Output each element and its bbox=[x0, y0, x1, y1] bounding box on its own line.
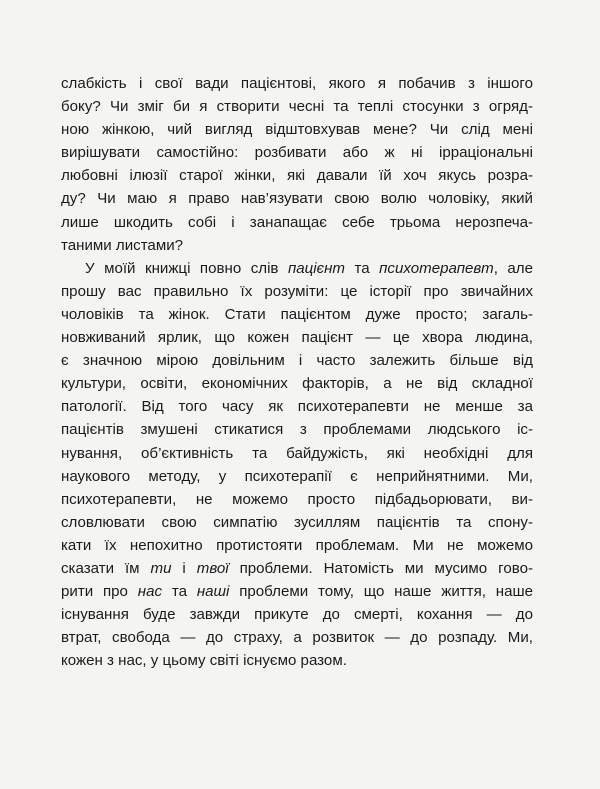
text-run: та bbox=[162, 583, 197, 601]
text-run: пацієнтів змушені стикатися з проблемами людського іс- bbox=[61, 421, 533, 439]
text-run: є значною мірою довільним і часто залежить більше від bbox=[61, 352, 533, 370]
text-line bbox=[61, 534, 533, 557]
text-run: існування буде завжди прикуте до смерті, кохання — до bbox=[61, 606, 533, 624]
text-line bbox=[61, 465, 533, 488]
text-line bbox=[61, 626, 533, 649]
text-run: кожен з нас, у цьому світі існуємо разом. bbox=[61, 652, 347, 670]
text-run: ду? Чи маю я право нав’язувати свою волю чоловіку, який bbox=[61, 190, 533, 208]
text-run: сказати їм bbox=[61, 559, 151, 577]
text-run: вирішувати самостійно: розбивати або ж ні ірраціональні bbox=[61, 144, 533, 162]
text-line bbox=[61, 603, 533, 626]
text-run: прошу вас правильно їх розуміти: це історії про звичайних bbox=[61, 282, 533, 300]
text-line bbox=[61, 141, 533, 164]
text-line bbox=[61, 557, 533, 580]
text-line bbox=[61, 280, 533, 303]
text-line bbox=[61, 349, 533, 372]
text-line bbox=[61, 395, 533, 418]
text-run: лише шкодить собі і занапащає себе трьома нерозпеча- bbox=[61, 213, 533, 231]
italic-term: ти bbox=[150, 559, 172, 577]
text-line bbox=[61, 418, 533, 441]
text-line bbox=[61, 234, 533, 257]
page-body bbox=[61, 72, 533, 672]
text-run: таними листами? bbox=[61, 236, 184, 254]
text-line bbox=[61, 95, 533, 118]
text-line bbox=[61, 164, 533, 187]
italic-term: наші bbox=[196, 583, 230, 601]
text-line bbox=[61, 649, 533, 672]
text-line bbox=[61, 442, 533, 465]
italic-term: нас bbox=[137, 583, 163, 601]
text-run: слабкість і свої вади пацієнтові, якого я побачив з іншого bbox=[61, 75, 533, 92]
italic-term: психотерапевт bbox=[379, 259, 494, 277]
text-line bbox=[61, 303, 533, 326]
text-run: У моїй книжці повно слів bbox=[85, 259, 288, 277]
text-run: ною жінкою, чий вигляд відштовхував мене? Чи слід мені bbox=[61, 121, 533, 139]
paragraph-1 bbox=[61, 72, 533, 257]
text-run: патології. Від того часу як психотерапевти не менше за bbox=[61, 398, 533, 416]
text-line bbox=[61, 187, 533, 210]
text-run: культури, освіти, економічних факторів, а не від складної bbox=[61, 375, 533, 393]
text-run: рити про bbox=[61, 583, 138, 601]
text-line bbox=[61, 372, 533, 395]
text-run: новживаний ярлик, що кожен пацієнт — це хвора людина, bbox=[61, 329, 533, 347]
paragraph-2 bbox=[61, 257, 533, 673]
text-line bbox=[61, 580, 533, 603]
text-run: любовні ілюзії старої жінки, які давали їй хоч якусь розра- bbox=[61, 167, 533, 185]
text-line bbox=[61, 72, 533, 95]
italic-term: пацієнт bbox=[287, 259, 345, 277]
text-run: наукового методу, у психотерапії є неприйнятними. Ми, bbox=[61, 467, 533, 485]
text-run: нування, об’єктивність та байдужість, які необхідні для bbox=[61, 444, 533, 462]
text-line bbox=[61, 257, 533, 280]
text-line bbox=[61, 211, 533, 234]
text-line bbox=[61, 488, 533, 511]
text-run: проблеми. Натомість ми мусимо гово- bbox=[228, 559, 533, 577]
text-line bbox=[61, 118, 533, 141]
text-run: і bbox=[171, 559, 197, 577]
text-run: та bbox=[345, 259, 380, 277]
text-run: втрат, свобода — до страху, а розвиток — до розпаду. Ми, bbox=[61, 629, 533, 647]
text-run: кати їх непохитно протистояти проблемам. Ми не можемо bbox=[61, 536, 533, 554]
text-run: чоловіків та жінок. Стати пацієнтом дуже просто; загаль- bbox=[61, 305, 533, 323]
text-run: проблеми тому, що наше життя, наше bbox=[229, 583, 533, 601]
text-run: психотерапевти, не можемо просто підбадьорювати, ви- bbox=[61, 490, 533, 508]
text-run: словлювати свою симпатію зусиллям пацієнтів та спону- bbox=[61, 513, 533, 531]
text-run: боку? Чи зміг би я створити чесні та теплі стосунки з огряд- bbox=[61, 98, 533, 116]
text-line bbox=[61, 326, 533, 349]
italic-term: твої bbox=[196, 559, 229, 577]
text-line bbox=[61, 511, 533, 534]
text-run: , але bbox=[493, 259, 533, 277]
